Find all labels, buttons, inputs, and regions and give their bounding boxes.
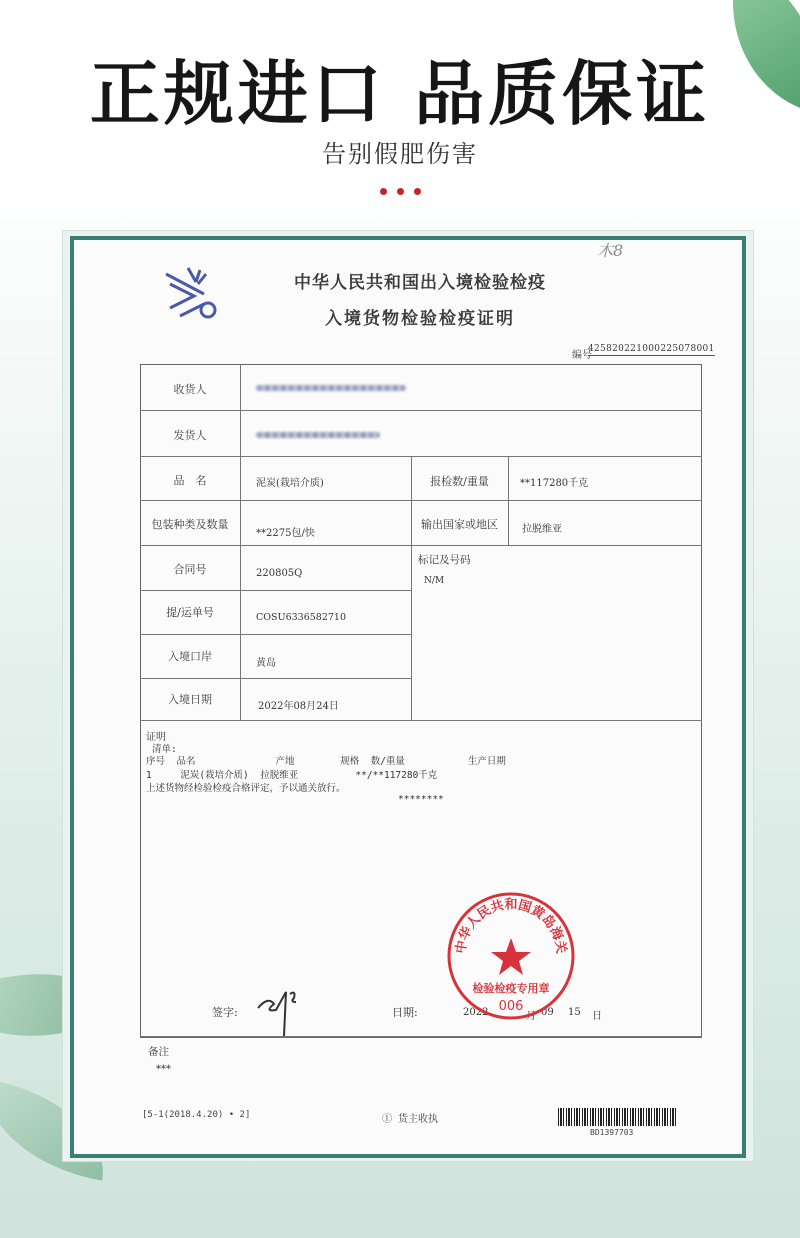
sign-date-year: 2022 (463, 1007, 489, 1018)
form-rule (140, 720, 702, 721)
form-rule (140, 500, 702, 501)
official-seal-icon (445, 890, 577, 1022)
form-rule (140, 410, 702, 411)
bl-value: COSU6336582710 (256, 612, 347, 623)
barcode-icon (558, 1108, 676, 1126)
cert-title: 证明 (146, 732, 166, 743)
form-rule (140, 545, 702, 546)
product-value: 泥炭(栽培介质) (256, 478, 324, 489)
form-rule (140, 590, 412, 591)
form-rule (140, 456, 702, 457)
sign-date-label: 日期: (392, 1006, 418, 1019)
marks-label: 标记及号码 (418, 554, 471, 566)
origin-label: 输出国家或地区 (421, 518, 498, 531)
form-rule (140, 634, 412, 635)
signature-label: 签字: (212, 1006, 238, 1019)
cert-header-line: 序号 品名 产地 规格 数/重量 生产日期 (146, 756, 506, 767)
form-rule (411, 456, 412, 720)
contract-label: 合同号 (173, 563, 207, 576)
declared-qty-label: 报检数/重量 (430, 475, 489, 488)
packing-value: **2275包/快 (256, 528, 315, 539)
seal-arc-text: 中华人民共和国黄岛海关 (453, 897, 569, 955)
bl-label: 提/运单号 (166, 606, 214, 619)
signature-mark-icon (254, 984, 304, 1040)
copy-label: ① 货主收执 (382, 1114, 439, 1125)
remarks-value: *** (156, 1064, 171, 1075)
promo-subline: 告别假肥伤害 (322, 140, 478, 168)
cert-stars: ******** (398, 794, 444, 805)
sign-date-day: 15 (568, 1007, 581, 1018)
cert-item-line: 1 泥炭(栽培介质) 拉脱维亚 **/**117280千克 (146, 770, 438, 781)
consignor-redacted (256, 432, 380, 438)
consignee-redacted (256, 385, 406, 391)
form-rule (240, 364, 241, 720)
serial-label: 编号 (572, 350, 592, 361)
form-rule (140, 1036, 702, 1037)
product-label: 品 名 (173, 474, 207, 487)
form-rule (508, 456, 509, 545)
document-title: 入境货物检验检疫证明 (325, 309, 515, 329)
sign-date-day-unit: 日 (592, 1011, 602, 1022)
consignee-label: 收货人 (173, 383, 207, 396)
seal-bottom-text: 检验检疫专用章 (472, 982, 550, 995)
entry-date-value: 2022年08月24日 (258, 701, 339, 712)
form-code: [5-1(2018.4.20) • 2] (142, 1110, 251, 1120)
seal-number: 006 (498, 999, 524, 1014)
authority-title: 中华人民共和国出入境检验检疫 (294, 273, 546, 293)
port-label: 入境口岸 (168, 650, 212, 663)
packing-label: 包装种类及数量 (151, 518, 229, 531)
form-rule (140, 678, 412, 679)
entry-date-label: 入境日期 (168, 693, 212, 706)
origin-value: 拉脱维亚 (522, 524, 562, 535)
sign-date-month-unit: 月 (526, 1011, 536, 1022)
consignor-label: 发货人 (173, 429, 207, 442)
cert-list-label: 清单: (152, 744, 177, 755)
sign-date-month: 09 (541, 1007, 554, 1018)
remarks-label: 备注 (148, 1046, 169, 1058)
handwritten-note: 木8 (597, 241, 624, 260)
port-value: 黄岛 (256, 658, 276, 669)
barcode-number: BD1397703 (590, 1128, 634, 1137)
contract-value: 220805Q (256, 568, 303, 579)
promo-headline: 正规进口 品质保证 (89, 53, 711, 135)
marks-value: N/M (424, 576, 445, 586)
serial-number: 425820221000225078001 (588, 344, 715, 354)
declared-qty-value: **117280千克 (520, 478, 589, 489)
cert-statement: 上述货物经检验检疫合格评定，予以通关放行。 (146, 783, 346, 794)
